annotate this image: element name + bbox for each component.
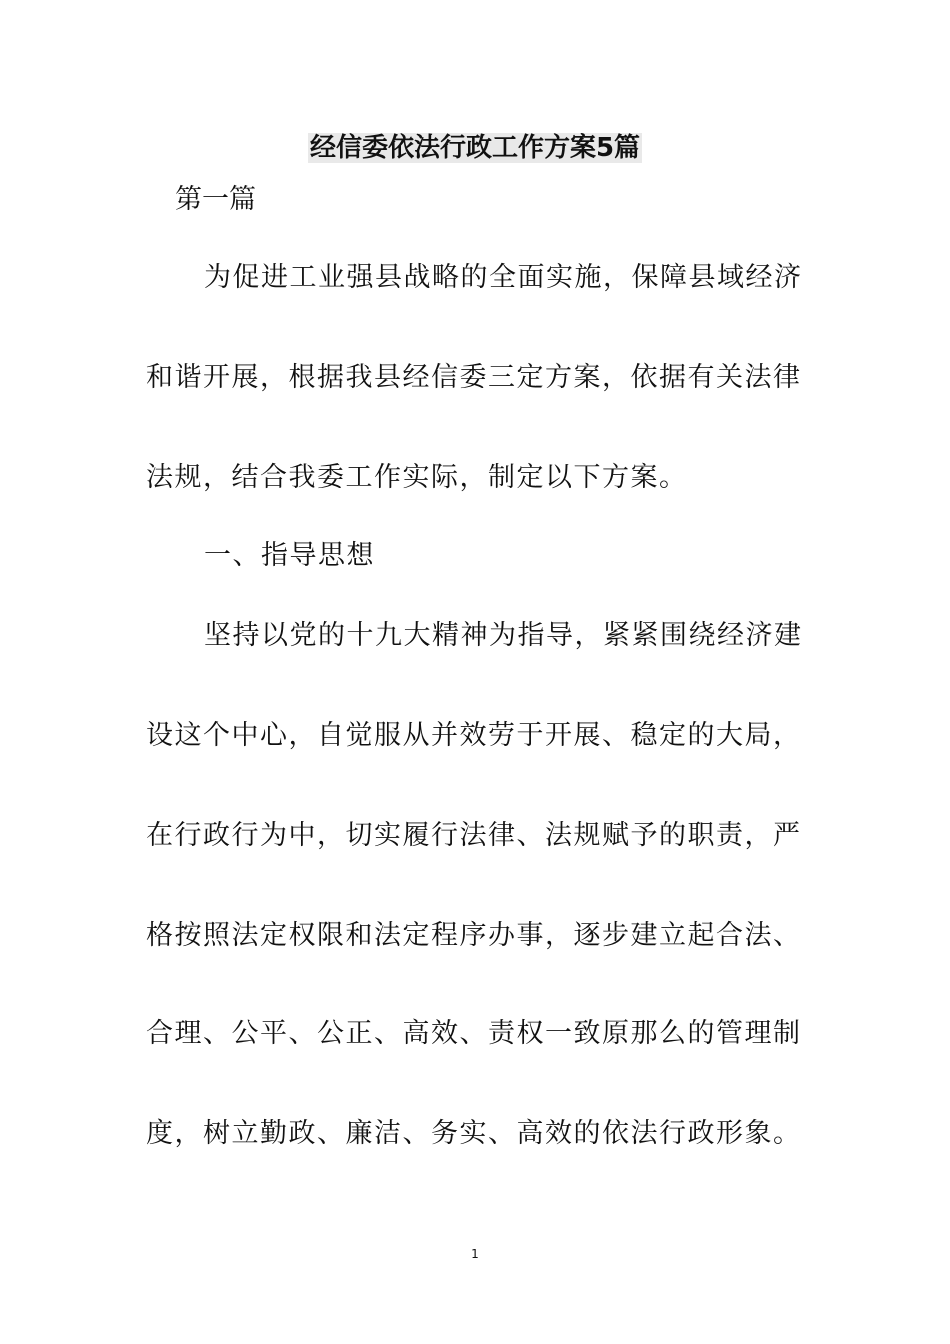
paragraph-line-3: 法规，结合我委工作实际，制定以下方案。 bbox=[146, 462, 688, 493]
paragraph-line-8: 格按照法定权限和法定程序办事，逐步建立起合法、 bbox=[146, 920, 802, 951]
document-title-text: 经信委依法行政工作方案5篇 bbox=[309, 133, 641, 163]
document-title bbox=[0, 130, 950, 166]
page-number: 1 bbox=[471, 1247, 479, 1261]
paragraph-line-7: 在行政行为中，切实履行法律、法规赋予的职责，严 bbox=[146, 820, 802, 851]
paragraph-line-2: 和谐开展，根据我县经信委三定方案，依据有关法律 bbox=[146, 362, 802, 393]
section-label: 第一篇 bbox=[175, 184, 256, 215]
heading-guiding-thought: 一、指导思想 bbox=[204, 540, 375, 571]
paragraph-line-6: 设这个中心，自觉服从并效劳于开展、稳定的大局， bbox=[146, 720, 802, 751]
paragraph-line-5: 坚持以党的十九大精神为指导，紧紧围绕经济建 bbox=[204, 620, 803, 651]
paragraph-line-10: 度，树立勤政、廉洁、务实、高效的依法行政形象。 bbox=[146, 1118, 802, 1149]
paragraph-line-9: 合理、公平、公正、高效、责权一致原那么的管理制 bbox=[146, 1018, 802, 1049]
paragraph-line-1: 为促进工业强县战略的全面实施，保障县域经济 bbox=[204, 262, 803, 293]
